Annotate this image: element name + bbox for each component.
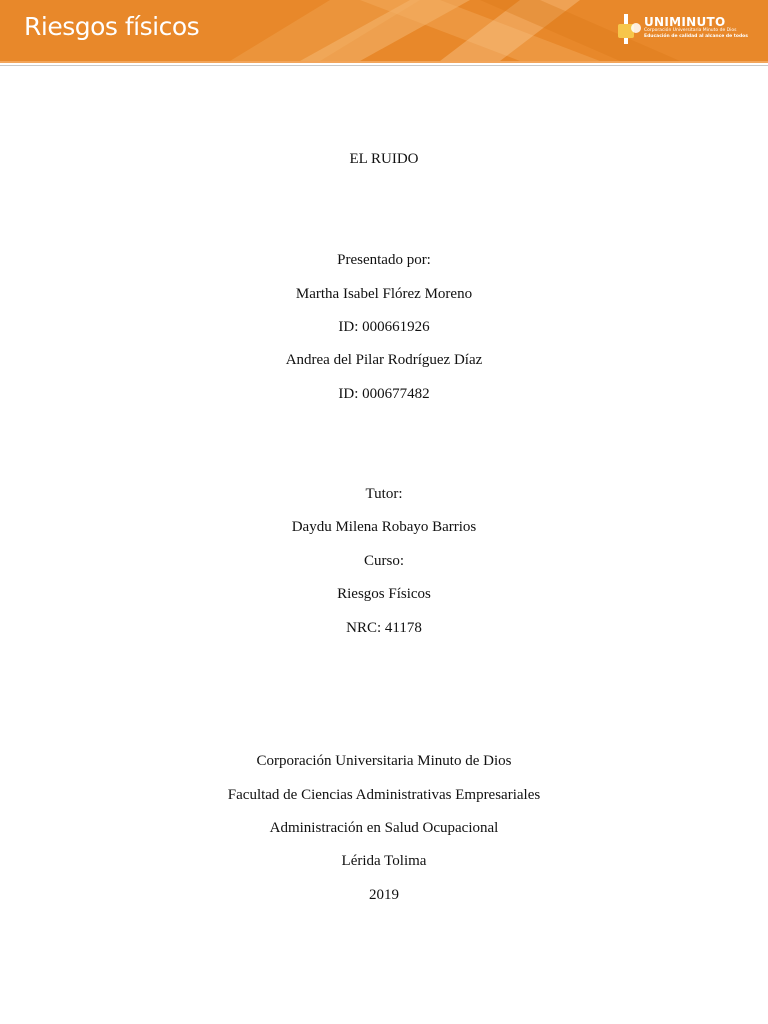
logo-name: UNIMINUTO [644, 15, 726, 29]
faculty-name: Facultad de Ciencias Administrativas Empresariales [227, 787, 541, 803]
presented-by-label: Presentado por: [337, 252, 431, 268]
logo-tagline: Educación de calidad al alcance de todos [644, 34, 748, 39]
document-title: EL RUIDO [349, 151, 419, 167]
institution-name: Corporación Universitaria Minuto de Dios [256, 753, 512, 769]
header-rule-thin [0, 65, 768, 66]
header-banner [0, 0, 768, 61]
author-name: Martha Isabel Flórez Moreno [295, 286, 473, 302]
author-name: Andrea del Pilar Rodríguez Díaz [285, 352, 483, 368]
logo-subtitle: Corporación Universitaria Minuto de Dios [644, 28, 737, 33]
program-name: Administración en Salud Ocupacional [269, 820, 499, 836]
tutor-label: Tutor: [365, 486, 403, 502]
nrc-code: NRC: 41178 [346, 620, 422, 636]
logo-mark-icon [616, 12, 642, 46]
header-rule [0, 61, 768, 63]
course-name: Riesgos Físicos [337, 586, 431, 602]
course-label: Curso: [363, 553, 404, 569]
author-id: ID: 000661926 [338, 319, 430, 335]
year: 2019 [369, 887, 399, 903]
tutor-name: Daydu Milena Robayo Barrios [291, 519, 477, 535]
author-id: ID: 000677482 [338, 386, 430, 402]
uniminuto-logo [616, 12, 746, 52]
location: Lérida Tolima [341, 853, 427, 869]
header-title: Riesgos físicos [24, 12, 200, 41]
